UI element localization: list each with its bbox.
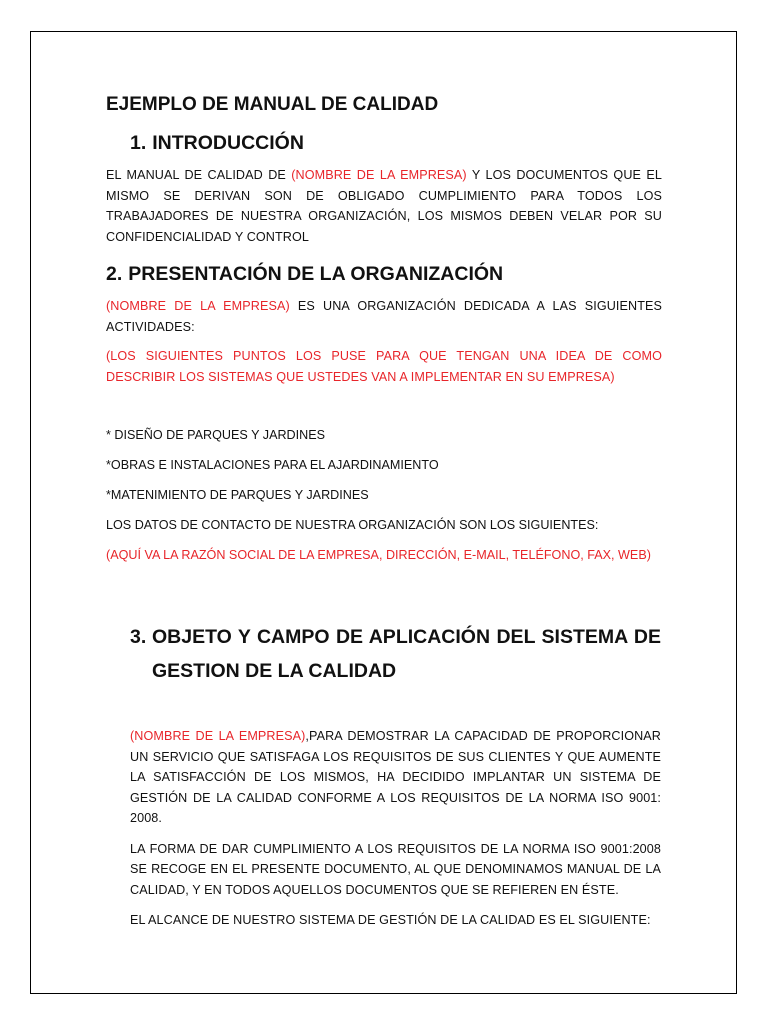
scope-paragraph-3: EL ALCANCE DE NUESTRO SISTEMA DE GESTIÓN DE LA CALIDAD ES EL SIGUIENTE: xyxy=(130,913,651,927)
intro-text-after: Y LOS DOCUMENTOS QUE EL MISMO SE DERIVAN SON DE OBLIGADO CUMPLIMIENTO PARA TODOS LOS TRABAJADORES DE NUESTRA ORGANIZACIÓN, LOS MISMOS DEBEN VELAR POR SU CONFIDENCIALIDAD Y CONTROL xyxy=(106,168,662,244)
placeholder-company-name: (NOMBRE DE LA EMPRESA) xyxy=(291,168,467,182)
section-heading: PRESENTACIÓN DE LA ORGANIZACIÓN xyxy=(128,263,504,285)
heading-presentacion xyxy=(106,259,662,289)
intro-text-before: EL MANUAL DE CALIDAD DE xyxy=(106,168,292,182)
placeholder-company-name: (NOMBRE DE LA EMPRESA) xyxy=(130,729,306,743)
heading-introduccion xyxy=(130,128,662,158)
activity-item: * DISEÑO DE PARQUES Y JARDINES xyxy=(106,428,326,442)
scope-paragraph-1 xyxy=(130,726,661,829)
document-title: EJEMPLO DE MANUAL DE CALIDAD xyxy=(106,94,439,115)
intro-paragraph xyxy=(106,165,662,247)
section-objeto-body xyxy=(130,726,661,931)
section-number: 1. xyxy=(130,132,147,154)
activity-item: *OBRAS E INSTALACIONES PARA EL AJARDINAMIENTO xyxy=(106,458,439,472)
placeholder-contact-details: (AQUÍ VA LA RAZÓN SOCIAL DE LA EMPRESA, DIRECCIÓN, E-MAIL, TELÉFONO, FAX, WEB) xyxy=(106,548,651,562)
section-number: 2. xyxy=(106,263,123,285)
heading-objeto-campo xyxy=(130,620,661,688)
section-number: 3. xyxy=(130,626,147,648)
section-objeto xyxy=(130,620,661,941)
scope-text-after: ,PARA DEMOSTRAR LA CAPACIDAD DE PROPORCIONAR UN SERVICIO QUE SATISFAGA LOS REQUISITOS DE SUS CLIENTES Y QUE AUMENTE LA SATISFACCIÓN DE LOS MISMOS, HA DECIDIDO IMPLANTAR UN SISTEMA DE GESTIÓN DE LA CALIDAD CONFORME A LOS REQUISITOS DE LA NORMA ISO 9001: 2008. xyxy=(130,729,661,825)
scope-paragraph-2: LA FORMA DE DAR CUMPLIMIENTO A LOS REQUISITOS DE LA NORMA ISO 9001:2008 SE RECOGE EN EL PRESENTE DOCUMENTO, AL QUE DENOMINAMOS MANUAL DE LA CALIDAD, Y EN TODOS AQUELLOS DOCUMENTOS QUE SE REFIEREN EN ÉSTE. xyxy=(130,841,661,897)
org-paragraph xyxy=(106,296,662,337)
document-body xyxy=(106,92,662,575)
org-text-after: ES UNA ORGANIZACIÓN DEDICADA A LAS SIGUIENTES ACTIVIDADES: xyxy=(106,299,662,334)
contact-intro: LOS DATOS DE CONTACTO DE NUESTRA ORGANIZACIÓN SON LOS SIGUIENTES: xyxy=(106,518,599,532)
section-heading: INTRODUCCIÓN xyxy=(152,132,304,154)
org-instruction-note: (LOS SIGUIENTES PUNTOS LOS PUSE PARA QUE TENGAN UNA IDEA DE COMO DESCRIBIR LOS SISTEMAS QUE USTEDES VAN A IMPLEMENTAR EN SU EMPRESA) xyxy=(106,349,662,384)
placeholder-company-name: (NOMBRE DE LA EMPRESA) xyxy=(106,299,290,313)
section-heading-line1: OBJETO Y CAMPO DE APLICACIÓN DEL SISTEMA DE xyxy=(152,626,661,648)
section-heading-line2: GESTION DE LA CALIDAD xyxy=(152,660,397,682)
activity-item: *MATENIMIENTO DE PARQUES Y JARDINES xyxy=(106,488,369,502)
